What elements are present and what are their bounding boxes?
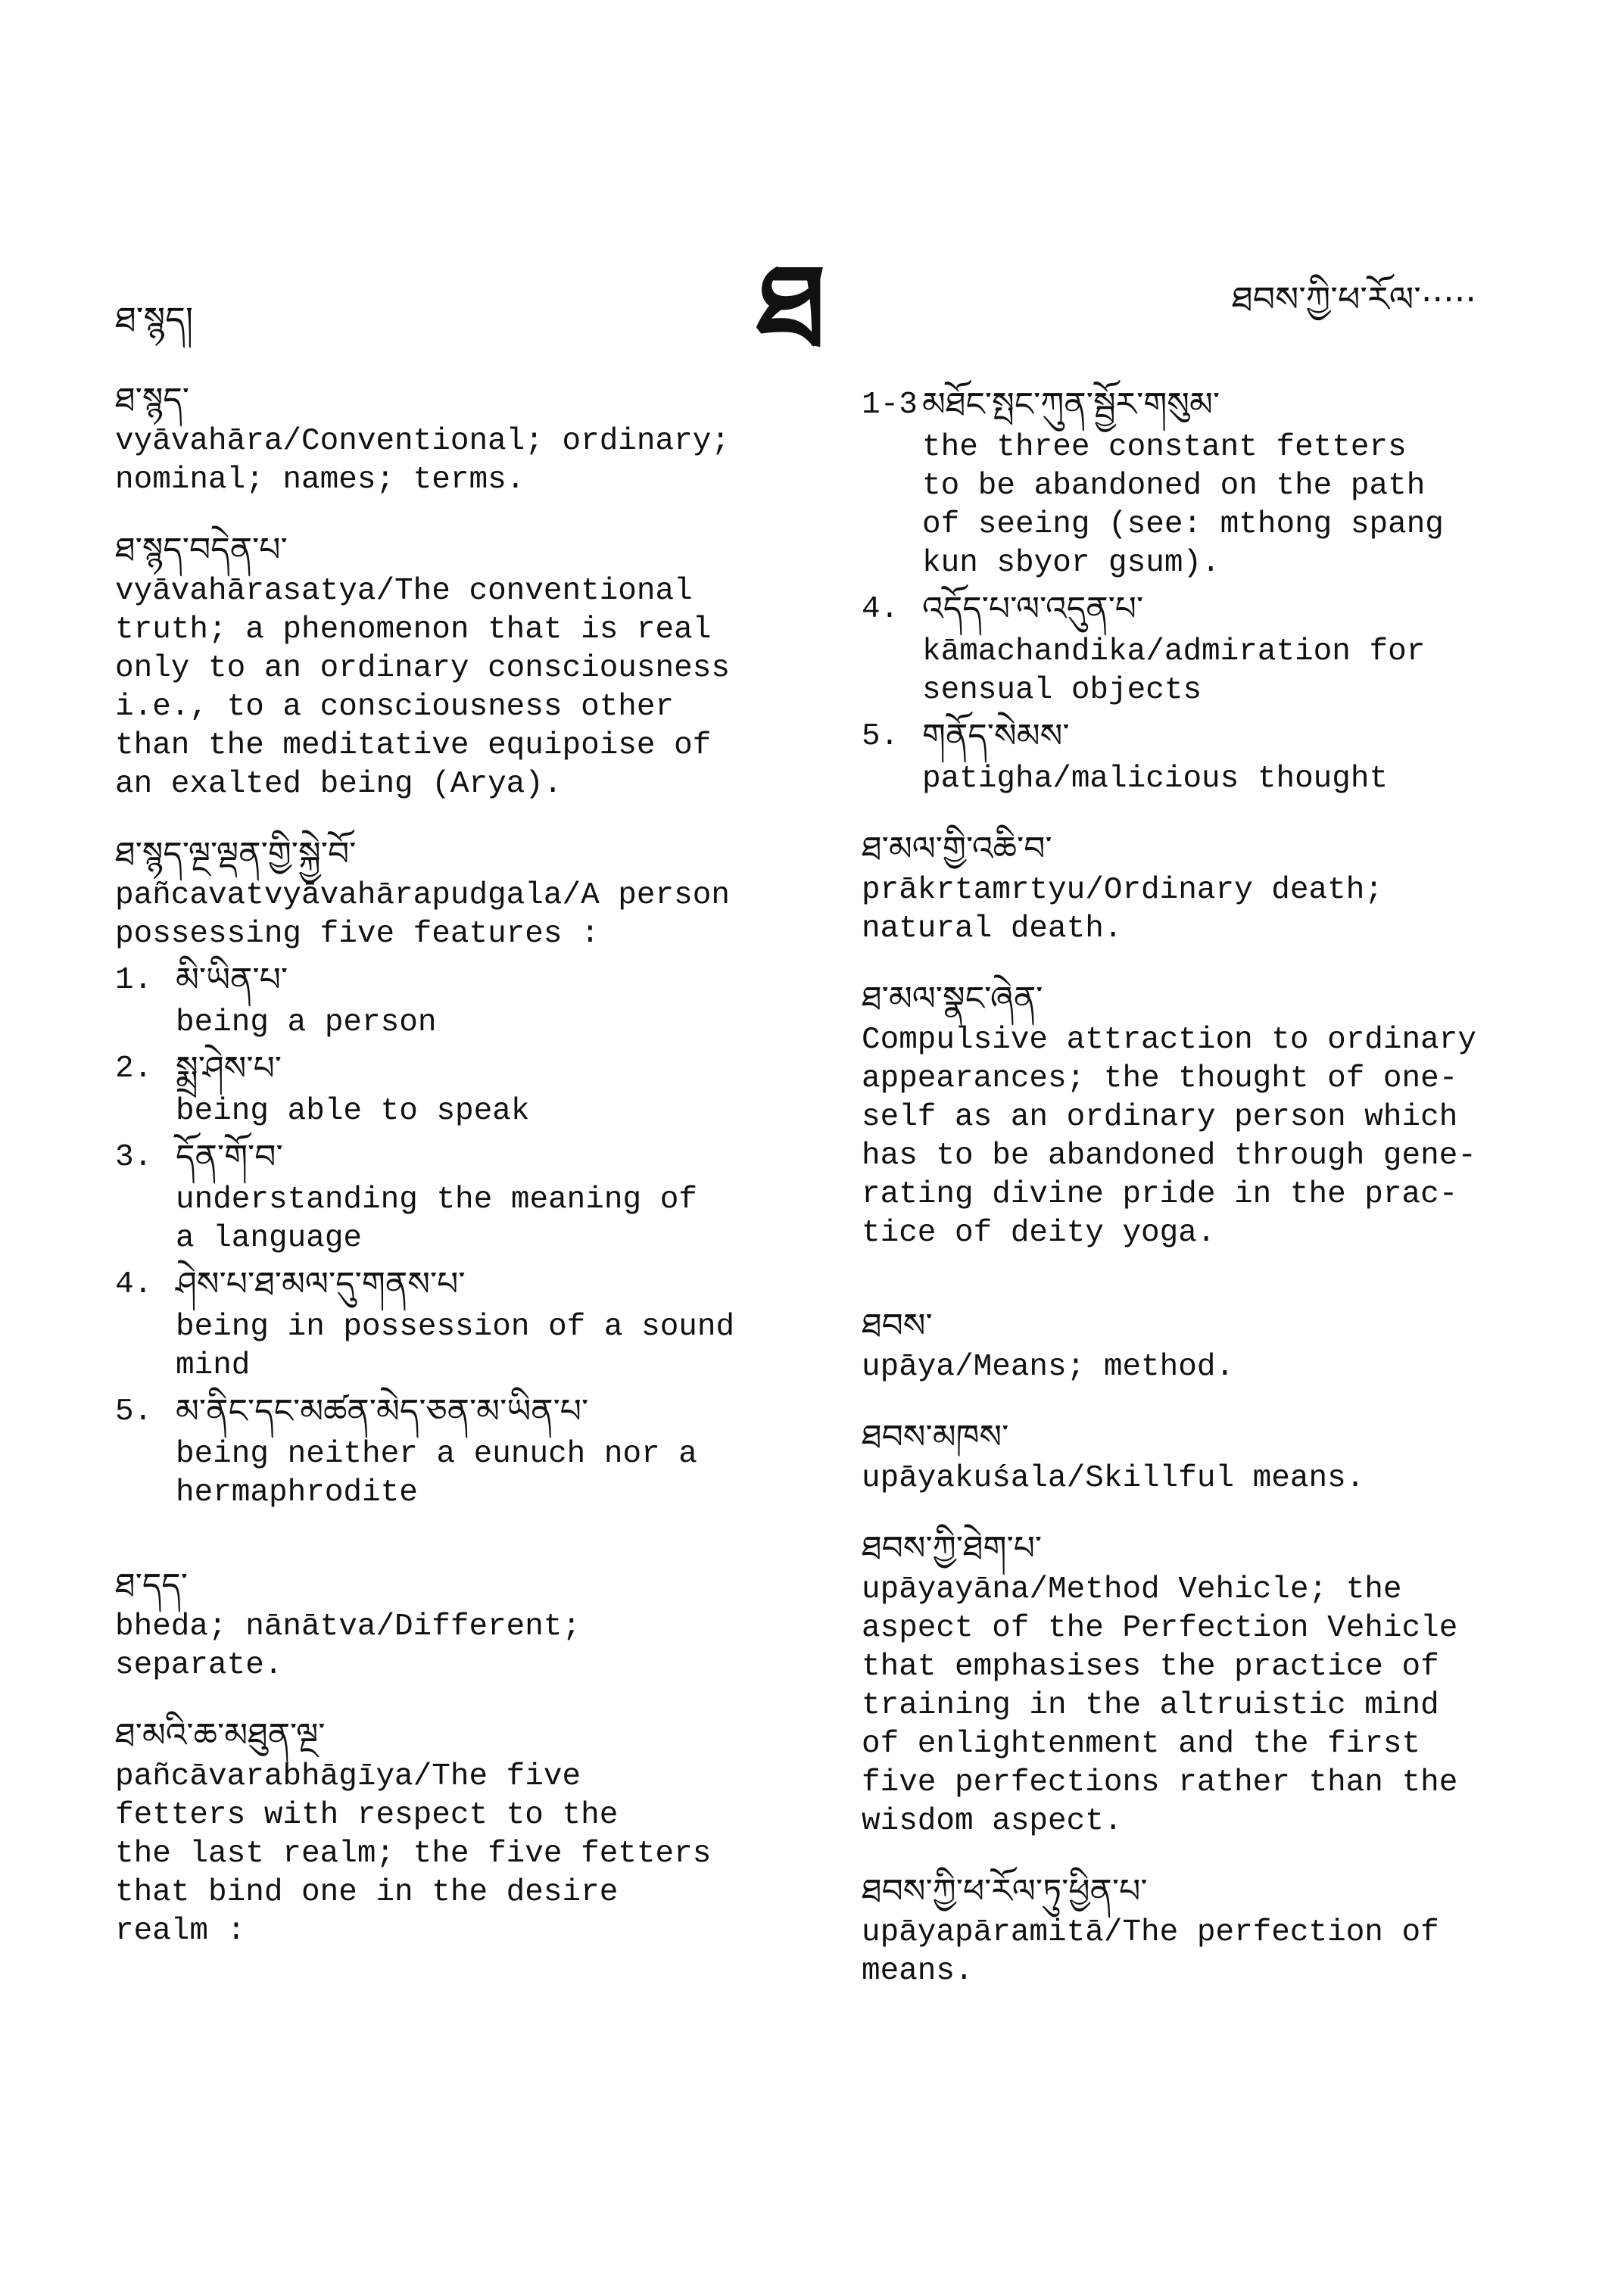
entry: [862, 977, 1513, 1253]
entry-term: ཐ་མའི་ཆ་མཐུན་ལྔ་: [115, 1716, 326, 1755]
sub-item-term: མི་ཡིན་པ་: [176, 961, 288, 999]
entry: [115, 528, 766, 804]
sub-item: [862, 383, 1513, 583]
sub-item-number: 5.: [862, 719, 899, 754]
sub-item: [862, 715, 1513, 799]
sub-item-term: འདོད་པ་ལ་འདུན་པ་: [922, 590, 1144, 628]
entry-definition: pañcāvarabhāgīya/The five fetters with respect to the the last realm; the five fetters that bind one in the desire realm :: [115, 1759, 712, 1949]
sub-item-definition: being in possession of a sound mind: [176, 1310, 735, 1383]
sub-item-definition: patigha/malicious thought: [922, 762, 1389, 796]
entry: [862, 1527, 1513, 1841]
entry: [862, 1416, 1513, 1498]
entry-term: ཐ་སྙད་ལྔ་ལྡན་གྱི་སྐྱེ་བོ་: [115, 835, 357, 874]
sub-item-term: མ་ནིང་དང་མཚན་མེད་ཅན་མ་ཡིན་པ་: [176, 1392, 589, 1431]
entry-definition: vyāvahārasatya/The conventional truth; a phenomenon that is real only to an ordinary consciousness i.e., to a consciousness other than the meditative equipoise of an exalted being (Arya).: [115, 574, 730, 802]
entry-definition: upāyayāna/Method Vehicle; the aspect of the Perfection Vehicle that emphasises the practice of training in the altruistic mind of enlightenment and the first five perfections rather than the wisdom aspect.: [862, 1572, 1458, 1839]
entry-term: ཐ་དད་: [115, 1566, 189, 1605]
entry: [862, 1870, 1513, 1991]
sub-item: [115, 1047, 766, 1131]
entry: [115, 379, 766, 500]
entry-definition: upāyapāramitā/The perfection of means.: [862, 1915, 1439, 1989]
sub-item-number: 3.: [115, 1140, 153, 1175]
entry-term: ཐ་སྙད་: [115, 381, 190, 419]
entry: [115, 1564, 766, 1685]
entry-term: ཐབས་: [862, 1307, 933, 1345]
entry-term: ཐབས་མཁས་: [862, 1418, 1009, 1456]
entry-definition: pañcavatvyāvahārapudgala/A person possessing five features :: [115, 878, 730, 952]
header-section-letter: ཐ: [757, 240, 826, 373]
entry-definition: prākrtamrtyu/Ordinary death; natural death.: [862, 873, 1383, 946]
sub-item-term: གནོད་སེམས་: [922, 717, 1070, 756]
sub-item: [862, 587, 1513, 710]
sub-item: [115, 1136, 766, 1258]
entry-term: ཐབས་ཀྱི་ཐེག་པ་: [862, 1529, 1043, 1568]
sub-item-number: 5.: [115, 1394, 153, 1429]
entry-continuation: [862, 383, 1513, 799]
sub-item-term: ཤེས་པ་ཐ་མལ་དུ་གནས་པ་: [176, 1265, 466, 1304]
sub-item-number: 1.: [115, 963, 153, 998]
entry-definition: vyāvahāra/Conventional; ordinary; nominal; names; terms.: [115, 424, 730, 497]
sub-item-definition: being able to speak: [176, 1094, 530, 1129]
sub-item: [115, 958, 766, 1042]
entry-term: ཐ་མལ་སྣང་ཞེན་: [862, 980, 1043, 1018]
sub-item-definition: kāmachandika/admiration for sensual objects: [922, 634, 1426, 708]
entry-definition: Compulsive attraction to ordinary appearances; the thought of one- self as an ordinary person which has to be abandoned through gene- rating divine pride in the prac- tice of deity yoga.: [862, 1023, 1476, 1251]
sub-item-definition: the three constant fetters to be abandoned on the path of seeing (see: mthong spang kun sbyor gsum).: [922, 430, 1444, 581]
sub-item: [115, 1263, 766, 1385]
entry-term: ཐ་མལ་གྱི་འཆི་བ་: [862, 830, 1052, 868]
right-column: [862, 379, 1513, 2020]
entry: [115, 833, 766, 1513]
entry-definition: bheda; nānātva/Different; separate.: [115, 1609, 581, 1683]
sub-item-number: 1-3: [862, 388, 918, 422]
sub-item-definition: being a person: [176, 1005, 437, 1040]
entry-definition: upāya/Means; method.: [862, 1350, 1235, 1385]
sub-item-number: 4.: [115, 1267, 153, 1302]
sub-item-number: 4.: [862, 592, 899, 627]
entry: [862, 827, 1513, 949]
sub-item-term: མཐོང་སྤང་ཀུན་སྦྱོར་གསུམ་: [922, 385, 1220, 424]
left-column: [115, 379, 766, 1980]
sub-item-definition: understanding the meaning of a language: [176, 1182, 697, 1256]
entry-definition: upāyakuśala/Skillful means.: [862, 1461, 1365, 1496]
entry-term: ཐབས་ཀྱི་ཕ་རོལ་ཏུ་ཕྱིན་པ་: [862, 1872, 1148, 1911]
sub-item-number: 2.: [115, 1051, 153, 1086]
header-right-term: ཐབས་ཀྱི་ཕ་རོལ་·····: [1231, 279, 1476, 319]
entry-term: ཐ་སྙད་བདེན་པ་: [115, 531, 288, 569]
sub-item-term: དོན་གོ་བ་: [176, 1138, 283, 1176]
sub-item-term: སྨྲ་ཤེས་པ་: [176, 1049, 282, 1088]
sub-item-definition: being neither a eunuch nor a hermaphrodite: [176, 1437, 697, 1510]
sub-item: [115, 1390, 766, 1513]
entry: [862, 1304, 1513, 1387]
entry: [115, 1714, 766, 1951]
header-left-term: ཐ་སྙད།: [115, 299, 194, 340]
